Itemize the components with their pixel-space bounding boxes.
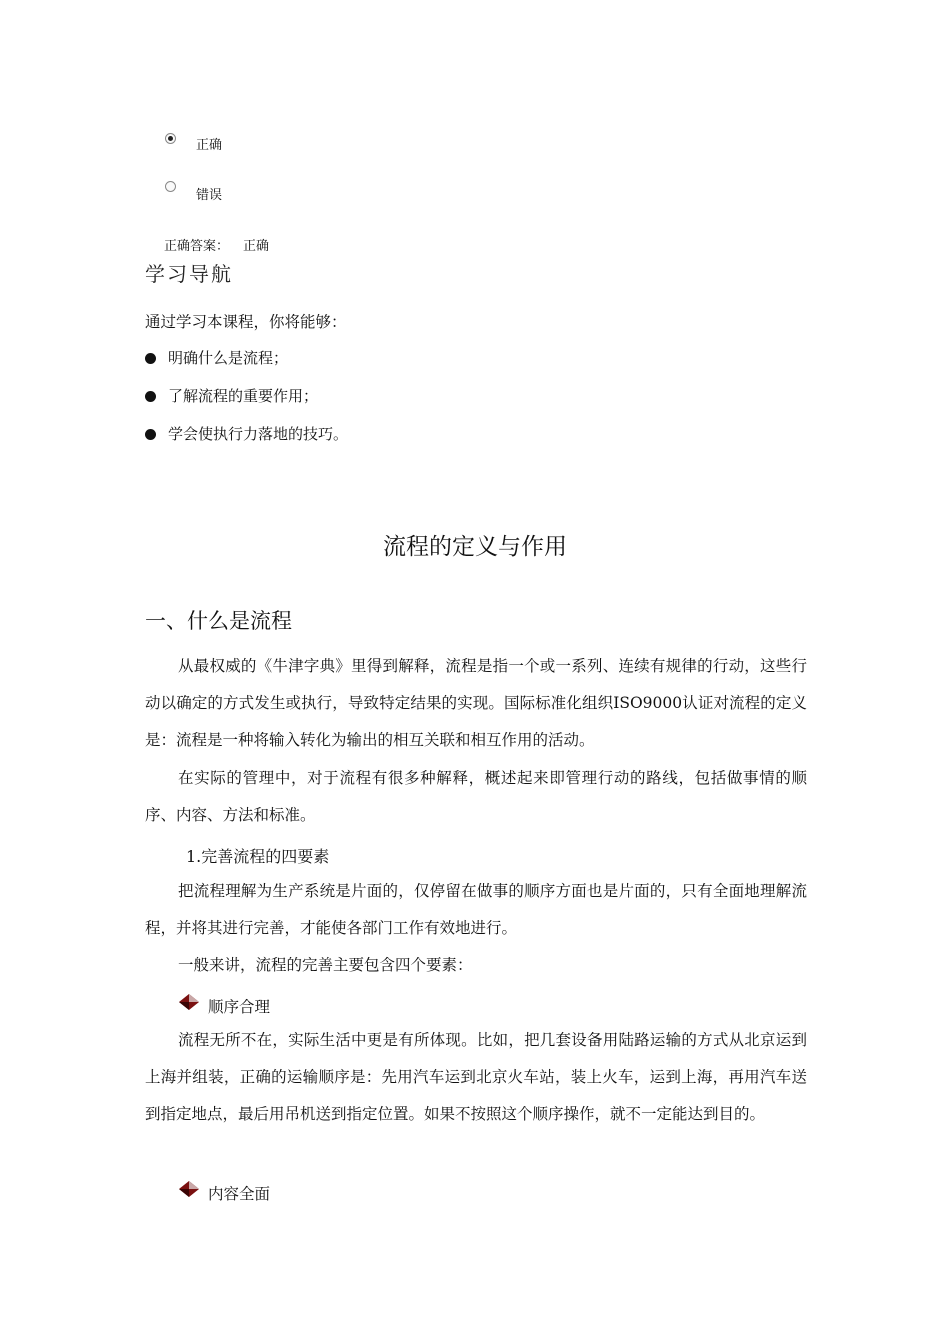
paragraph-definition: 从最权威的《牛津字典》里得到解释，流程是指一个或一系列、连续有规律的行动，这些行动以确定的方式发生或执行，导致特定结果的实现。国际标准化组织ISO9000认证对流程的定义是：流程是一种将输入转化为输出的相互关联和相互作用的活动。: [145, 657, 807, 749]
bullet-icon: [145, 353, 156, 364]
nav-goal-text: 学会使执行力落地的技巧。: [168, 425, 349, 443]
nav-title: 学习导航: [145, 262, 233, 286]
nav-goal: [145, 347, 288, 368]
bullet-icon: [145, 429, 156, 440]
option-wrong-radio[interactable]: [165, 181, 176, 192]
bullet-icon: [145, 391, 156, 402]
answer-label: 正确答案：: [164, 239, 230, 254]
option-correct-radio[interactable]: [165, 133, 176, 144]
nav-goal: [145, 385, 318, 406]
arrow-down-icon: [179, 994, 199, 1010]
nav-goal: [145, 423, 348, 444]
option-correct-label: 正确: [196, 138, 223, 153]
nav-goal-text: 明确什么是流程；: [168, 349, 289, 367]
page-title: 流程的定义与作用: [383, 534, 567, 560]
answer-value: 正确: [243, 239, 270, 254]
nav-intro: 通过学习本课程，你将能够：: [145, 313, 347, 331]
paragraph-elements-intro: 一般来讲，流程的完善主要包含四个要素：: [178, 956, 473, 974]
paragraph-management: 在实际的管理中，对于流程有很多种解释，概述起来即管理行动的路线，包括做事情的顺序、内容、方法和标准。: [145, 769, 807, 824]
subheading-four-elements: 1.完善流程的四要素: [186, 847, 330, 866]
element-item-order: 顺序合理: [208, 998, 271, 1016]
option-wrong-label: 错误: [196, 188, 223, 203]
arrow-down-icon: [179, 1181, 199, 1197]
nav-goal-text: 了解流程的重要作用；: [168, 387, 319, 405]
paragraph-order-example: 流程无所不在，实际生活中更是有所体现。比如，把几套设备用陆路运输的方式从北京运到上海并组装，正确的运输顺序是：先用汽车运到北京火车站，装上火车，运到上海，再用汽车送到指定地点，最后用吊机送到指定位置。如果不按照这个顺序操作，就不一定能达到目的。: [145, 1031, 807, 1123]
paragraph-understanding: 把流程理解为生产系统是片面的，仅停留在做事的顺序方面也是片面的，只有全面地理解流程，并将其进行完善，才能使各部门工作有效地进行。: [145, 882, 807, 937]
section-heading: 一、什么是流程: [145, 609, 292, 633]
element-item-content: 内容全面: [208, 1185, 271, 1203]
